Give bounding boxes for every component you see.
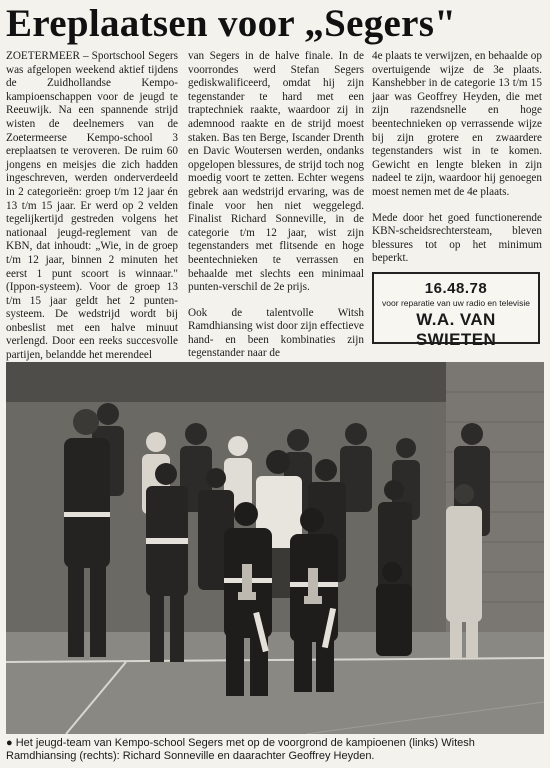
ad-firm-name: W.A. VAN SWIETEN — [415, 310, 497, 349]
article-column-2 — [188, 50, 364, 361]
photo-caption: ● Het jeugd-team van Kempo-school Segers met op de voorgrond de kampioenen (links) Witesh Ramdhiansing (rechts): Richard Sonneville en daarachter Geoffrey Heyden. — [6, 737, 475, 762]
article-paragraph: van Segers in de halve finale. In de voorrondes werd Stefan Segers gediskwalificeerd, omdat hij zijn tegenstander te hard met een traptechniek raakte, waardoor zij in ademnood raakte en de strijd moest staken. Bas ten Berge, Iscander Drenth en Davic Woutersen werden, ondanks opgelopen blessures, de strijd toch nog moedig voort te zetten. Echter wegens gebrek aan wedstrijd ervaring, was de finale voor hen niet weggelegd. Finalist Richard Sonneville, in de categorie t/m 12 jaar, wist zijn tegenstanders met flitsende en hoge beentechnieken te verrassen en behaalde met slechts een minimaal punten-verschil de 2e prijs. — [188, 50, 364, 294]
article-column-1 — [6, 50, 178, 363]
article-paragraph: 4e plaats te verwijzen, en behaalde op overtuigende wijze de 3e plaats. Kanshebber in de categorie 13 t/m 15 jaar was Geoffrey Heyden, die met zijn razendsnelle en hoge beentechnieken op verrassende wijze bij zijn grotere en zwaardere tegenstanders wist in te komen. Gewicht en lengte bleken in zijn nadeel te zijn, waardoor hij genoegen moest nemen met de 4e plaats. — [372, 50, 542, 198]
ad-service-text: voor reparatie van uw radio en televisie — [382, 298, 530, 308]
advertisement-box — [372, 272, 540, 349]
article-paragraph: Ook de talentvolle Witsh Ramdhiansing wist door zijn effectieve hand- en been kombinaties zijn tegenstander naar de — [188, 306, 364, 360]
article-paragraph: ZOETERMEER – Sportschool Segers was afgelopen weekend aktief tijdens de Zuidhollandse Kempo-kampioenschappen voor de jeugd te Reeuwijk. Na een spannende strijd wisten de deelnemers van de Zoetermeerse Kempo-school 3 ereplaatsen te veroveren. De ruim 60 jongens en meisjes die zich hadden ingeschreven, werden onderverdeeld in 2 categorieën: groep t/m 12 jaar én 13 t/m 15 jaar. Er werd op 2 velden tegelijkertijd gestreden volgens het nationaal jeugd-reglement van de KBN, dat inhoudt: „Wie, in de groep t/m 12 jaar, binnen 2 minuten het eerst 1 punt scoort is winnaar." (Ippon-systeem). Voor de groep 13 t/m 15 jaar geldt het 2 punten-systeem. De wedstrijd wordt bij onbeslist met een halve minuut verlengd. Door een reeks succesvolle partijen, belandde het merendeel — [6, 50, 178, 362]
ad-phone-number: 16.48.78 — [424, 280, 488, 297]
article-column-3 — [372, 50, 542, 266]
article-paragraph: Mede door het goed functionerende KBN-scheidsrechtersteam, bleven blessures tot op het minimum beperkt. — [372, 211, 542, 265]
team-photo-illustration — [6, 362, 544, 734]
team-photo — [6, 362, 544, 734]
article-headline: Ereplaatsen voor „Segers" — [6, 2, 457, 45]
